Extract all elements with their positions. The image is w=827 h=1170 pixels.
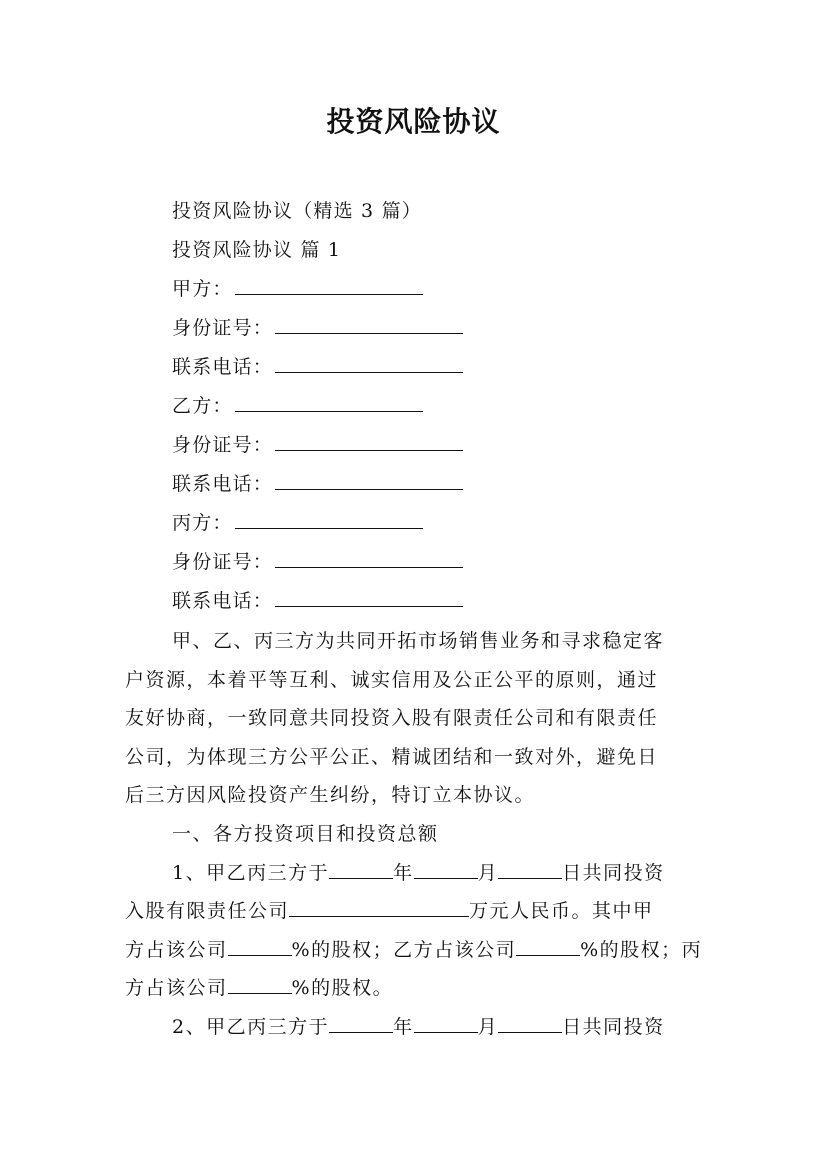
party-a-id-line [172,315,463,341]
clause-1-line-4 [125,969,705,1008]
clause-1-share-a-text: 方占该公司 [125,938,228,961]
party-a-phone-blank [275,354,463,373]
clause-2-text-d: 日共同投资 [562,1015,665,1038]
amount-blank [289,898,469,917]
party-a-id-blank [275,315,463,334]
party-a-phone-label: 联系电话： [172,356,274,378]
party-a-phone-line [172,354,463,380]
party-c-line [172,510,423,536]
clause-1-text-a: 1、甲乙丙三方于 [172,861,330,884]
clause-1-line-2 [125,892,705,931]
agreement-body [125,622,705,1047]
party-b-blank [235,393,423,412]
share-b-blank [516,937,580,956]
document-subtitle: 投资风险协议（精选 3 篇） [172,200,422,222]
clause-2-text-a: 2、甲乙丙三方于 [172,1015,330,1038]
document-title: 投资风险协议 [326,105,501,138]
intro-line-3: 友好协商，一致同意共同投资入股有限责任公司和有限责任 [125,707,659,730]
party-c-phone-line [172,588,463,614]
year-label: 年 [393,861,414,884]
party-b-phone-blank [275,471,463,490]
clause-2-line-1 [125,1008,705,1047]
party-c-id-label: 身份证号： [172,551,274,573]
intro-line-1: 甲、乙、丙三方为共同开拓市场销售业务和寻求稳定客 [172,630,665,652]
party-b-line [172,393,423,419]
clause-2-month-label: 月 [477,1015,499,1038]
clause-1-share-c-label: 方占该公司 [125,977,228,1000]
month-label: 月 [477,861,499,884]
party-a-label: 甲方： [172,278,233,300]
article-heading: 一、各方投资项目和投资总额 [172,822,439,845]
share-a-blank [228,937,292,956]
day-blank [498,860,562,879]
clause-1-share-c-text: %的股权；丙 [580,938,703,961]
clause-1-share-c-end: %的股权。 [291,977,394,1000]
party-a-line [172,276,423,302]
clause-1-share-b-text: %的股权；乙方占该公司 [291,938,517,961]
intro-line-2: 户资源，本着平等互利、诚实信用及公正公平的原则，通过 [125,668,659,691]
party-c-blank [235,510,423,529]
party-c-id-line [172,549,463,575]
clause-1-text-d: 日共同投资 [562,861,665,884]
clause-2-month-blank [414,1014,478,1033]
party-a-blank [235,276,423,295]
intro-line-5: 后三方因风险投资产生纠纷，特订立本协议。 [125,784,536,807]
clause-1-line-3 [125,931,705,970]
party-c-label: 丙方： [172,512,233,534]
share-c-blank [228,975,292,994]
party-a-id-label: 身份证号： [172,317,274,339]
section-heading: 投资风险协议 篇 1 [172,239,342,261]
party-b-phone-line [172,471,463,497]
year-blank [329,860,393,879]
party-b-id-blank [275,432,463,451]
party-c-phone-blank [275,588,463,607]
party-b-id-line [172,432,463,458]
clause-1-amount-text: 万元人民币。其中甲 [469,900,654,923]
clause-2-year-label: 年 [393,1015,414,1038]
clause-1-line-1 [125,854,705,893]
intro-line-4: 公司，为体现三方公平公正、精诚团结和一致对外，避免日 [125,745,659,768]
clause-1-company-text: 入股有限责任公司 [125,900,290,923]
clause-2-day-blank [498,1014,562,1033]
party-b-id-label: 身份证号： [172,434,274,456]
party-c-phone-label: 联系电话： [172,590,274,612]
party-b-label: 乙方： [172,395,233,417]
party-b-phone-label: 联系电话： [172,473,274,495]
clause-2-year-blank [329,1014,393,1033]
month-blank [414,860,478,879]
party-c-id-blank [275,549,463,568]
